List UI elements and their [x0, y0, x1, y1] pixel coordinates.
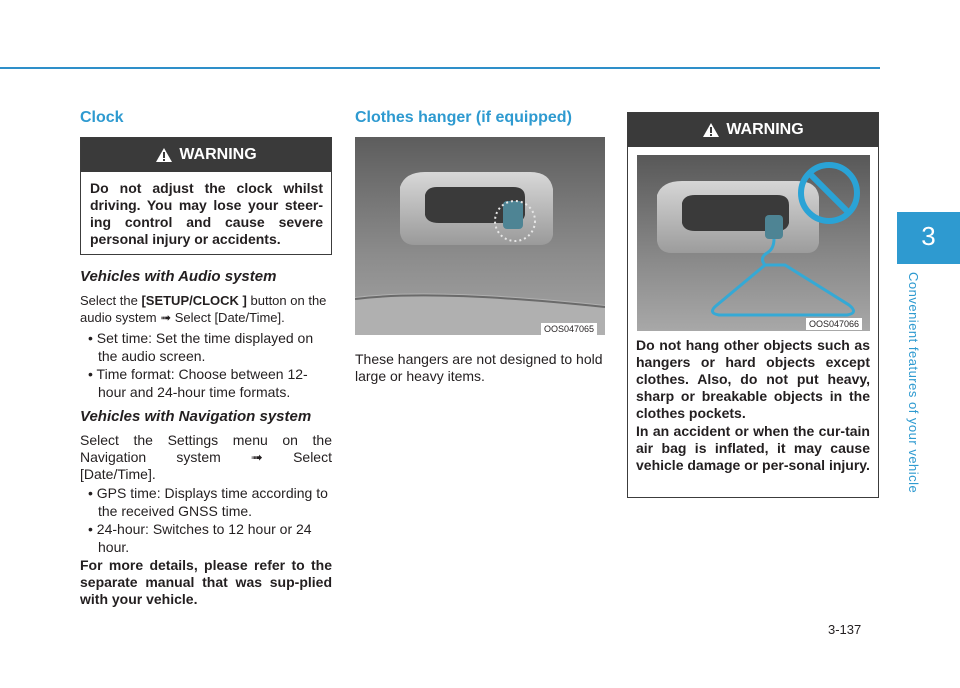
navigation-bullet-2: • 24-hour: Switches to 12 hour or 24 hour. — [80, 521, 332, 556]
clock-note: For more details, please refer to the separate manual that was sup-plied with your vehicle. — [80, 557, 332, 607]
hanger-warning-title: WARNING — [726, 121, 804, 138]
navigation-bullet-1: • GPS time: Displays time according to the received GNSS time. — [80, 485, 332, 520]
clock-warning-box — [80, 137, 332, 255]
clock-warning-title: WARNING — [179, 146, 257, 163]
hanger-warning-header — [628, 113, 878, 147]
hanger-text: These hangers are not designed to hold large or heavy items. — [355, 351, 603, 384]
hanger-warning-para-2: In an accident or when the cur-tain air bag is inflated, it may cause vehicle damage or per-sonal injury. — [636, 423, 870, 473]
hanger-warning-box — [627, 112, 879, 498]
hanger-photo-caption: OOS047065 — [541, 323, 597, 335]
chapter-tab — [897, 212, 960, 264]
navigation-intro: Select the Settings menu on the Navigation system ➟ Select [Date/Time]. — [80, 432, 332, 482]
clock-warning-text: Do not adjust the clock whilst driving. You may lose your steer-ing control and cause severe personal injury or accidents. — [90, 180, 323, 247]
navigation-heading: Vehicles with Navigation system — [80, 408, 312, 425]
clock-heading: Clock — [80, 109, 124, 126]
page-number: 3-137 — [828, 622, 862, 637]
audio-heading: Vehicles with Audio system — [80, 268, 277, 285]
hanger-warning-para-1: Do not hang other objects such as hangers or hard objects except clothes. Also, do not put heavy, sharp or breakable objects in the clothes pockets. — [636, 337, 870, 421]
chapter-title: Convenient features of your vehicle — [906, 272, 921, 494]
clock-warning-header — [81, 138, 331, 172]
header-rule — [0, 67, 880, 69]
hanger-warning-photo — [637, 155, 870, 331]
audio-bullet-2: • Time format: Choose between 12-hour and 24-hour time formats. — [80, 366, 332, 401]
setup-clock-button-label: [SETUP/CLOCK ] — [141, 293, 247, 308]
chapter-number: 3 — [921, 221, 936, 251]
warning-icon — [702, 122, 720, 138]
hanger-heading: Clothes hanger (if equipped) — [355, 109, 572, 126]
hanger-photo — [355, 137, 605, 335]
audio-intro: Select the [SETUP/CLOCK ] button on the audio system ➟ Select [Date/Time]. — [80, 293, 327, 325]
audio-bullet-1: • Set time: Set the time displayed on the audio screen. — [80, 330, 332, 365]
hanger-warning-photo-caption: OOS047066 — [806, 318, 862, 330]
warning-icon — [155, 147, 173, 163]
